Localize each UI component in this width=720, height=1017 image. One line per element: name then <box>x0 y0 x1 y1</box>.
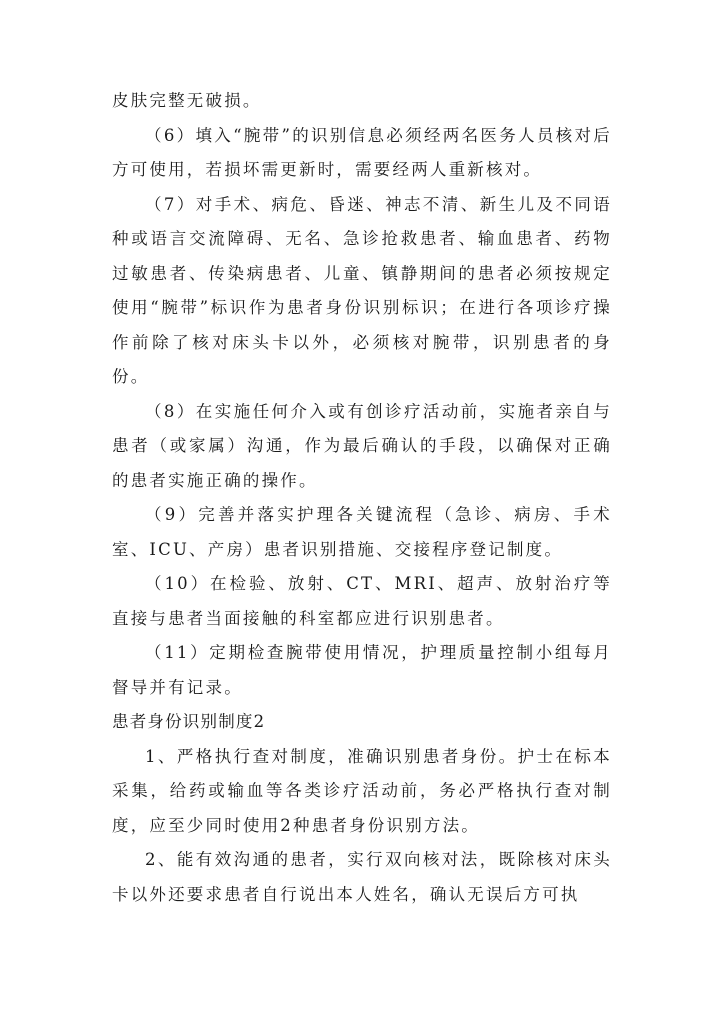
paragraph-item-7: （7）对手术、病危、昏迷、神志不清、新生儿及不同语种或语言交流障碍、无名、急诊抢救患者、输血患者、药物过敏患者、传染病患者、儿童、镇静期间的患者必须按规定使用“腕带”标识作为患者身份识别标识；在进行各项诊疗操作前除了核对床头卡以外，必须核对腕带，识别患者的身份。 <box>112 194 612 386</box>
paragraph-item-11: （11）定期检查腕带使用情况，护理质量控制小组每月督导并有记录。 <box>112 643 612 697</box>
paragraph-item-8: （8）在实施任何介入或有创诊疗活动前，实施者亲自与患者（或家属）沟通，作为最后确认的手段，以确保对正确的患者实施正确的操作。 <box>112 401 612 490</box>
section-heading: 患者身份识别制度2 <box>112 712 266 731</box>
paragraph-item-9: （9）完善并落实护理各关键流程（急诊、病房、手术室、ICU、产房）患者识别措施、交接程序登记制度。 <box>112 505 612 559</box>
paragraph-rule-2: 2、能有效沟通的患者，实行双向核对法，既除核对床头卡以外还要求患者自行说出本人姓名，确认无误后方可执 <box>112 850 612 904</box>
document-body <box>112 84 612 912</box>
paragraph-item-10: （10）在检验、放射、CT、MRI、超声、放射治疗等直接与患者当面接触的科室都应进行识别患者。 <box>112 574 612 628</box>
paragraph-continuation: 皮肤完整无破损。 <box>112 91 262 110</box>
paragraph-item-6: （6）填入“腕带”的识别信息必须经两名医务人员核对后方可使用，若损坏需更新时，需要经两人重新核对。 <box>112 125 612 179</box>
paragraph-rule-1: 1、严格执行查对制度，准确识别患者身份。护士在标本采集，给药或输血等各类诊疗活动前，务必严格执行查对制度，应至少同时使用2种患者身份识别方法。 <box>112 746 612 835</box>
